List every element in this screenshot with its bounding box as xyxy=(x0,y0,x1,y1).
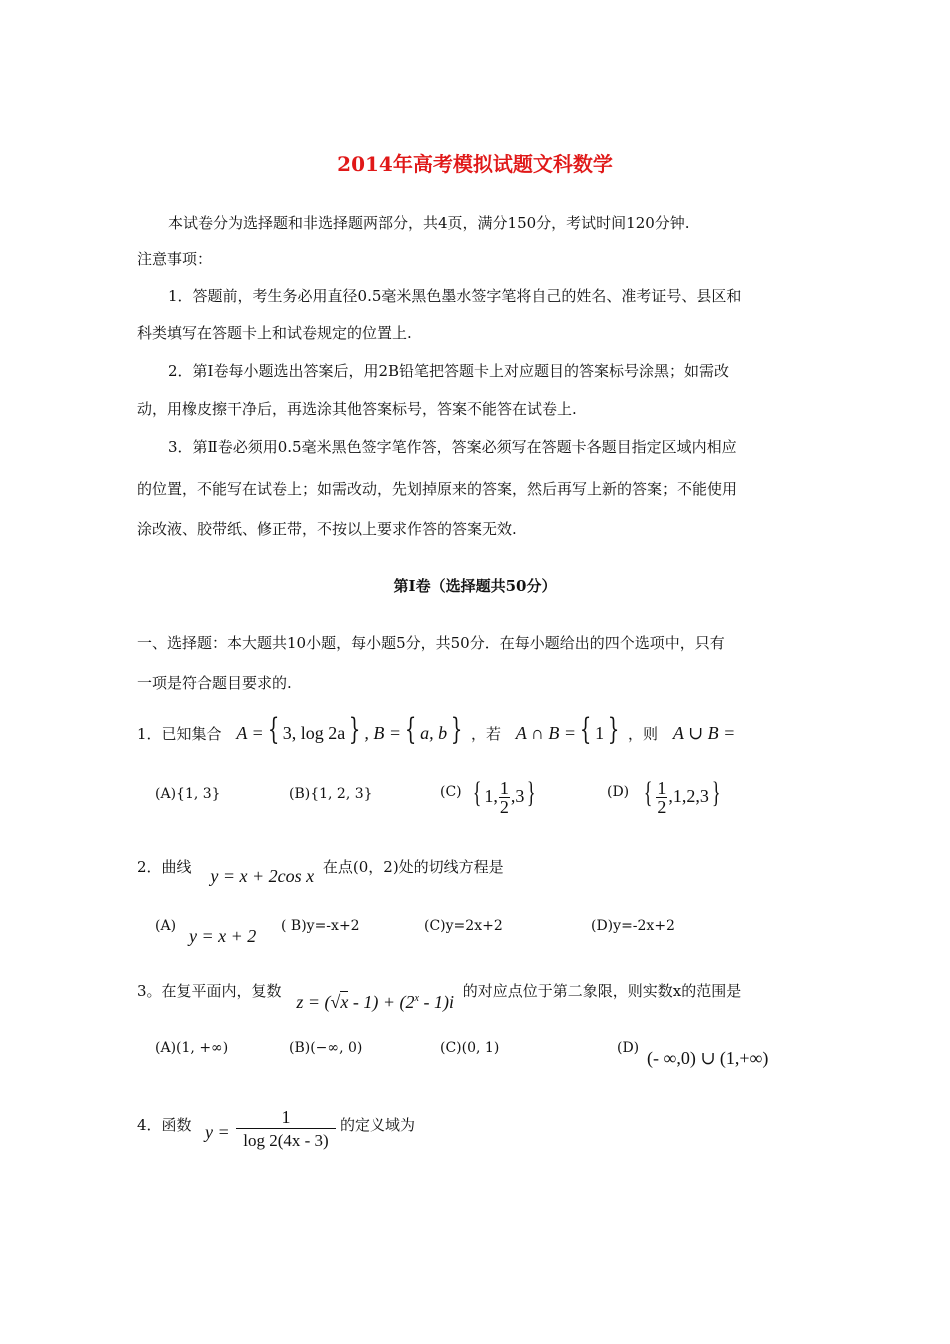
brace-close-icon: } xyxy=(450,712,463,747)
note-2-line-1: 2．第Ⅰ卷每小题选出答案后，用2B铅笔把答题卡上对应题目的答案标号涂黑；如需改 xyxy=(168,362,730,380)
question-3-formula: $z = (√x - 1) + (2^x - 1)i$ xyxy=(296,992,454,1012)
question-3-prefix: 3。在复平面内，复数 xyxy=(137,982,282,1000)
note-2-line-2: 动，用橡皮擦干净后，再选涂其他答案标号，答案不能答在试卷上. xyxy=(137,400,577,418)
brace-close-icon: } xyxy=(607,712,620,747)
ask-expression: A ∪ B = xyxy=(672,723,736,743)
condition: A ∩ B = xyxy=(515,723,577,743)
note-3-line-3: 涂改液、胶带纸、修正带，不按以上要求作答的答案无效. xyxy=(137,520,517,538)
set-b-label: , B = xyxy=(364,723,401,743)
brace-open-icon: { xyxy=(579,712,592,747)
q2-option-d: (D)y=-2x+2 xyxy=(591,918,675,934)
question-2-formula: y = x + 2cos x xyxy=(210,866,315,886)
set-b-content: a, b xyxy=(420,723,448,743)
question-4 xyxy=(137,1114,192,1135)
q3-option-c: (C)(0, 1) xyxy=(440,1040,500,1056)
then-text: ，则 xyxy=(628,725,659,743)
question-1 xyxy=(137,712,735,747)
brace-open-icon: { xyxy=(267,712,279,747)
q1-option-a: (A){1, 3} xyxy=(155,786,221,802)
fraction-denominator: log 2(4x - 3) xyxy=(243,1131,329,1150)
question-4-lhs: y = xyxy=(205,1122,230,1142)
q3-option-a: (A)(1, +∞) xyxy=(155,1040,229,1056)
q1-option-c: (C) { 1, $\frac{1}{2}$ ,3} xyxy=(440,776,536,818)
set-a-label: A = xyxy=(236,723,264,743)
q2-option-b: ( B)y=-x+2 xyxy=(281,918,360,934)
intro-text: 本试卷分为选择题和非选择题两部分，共4页，满分150分，考试时间120分钟. xyxy=(168,214,690,232)
option-d-label: (D) xyxy=(607,784,630,800)
question-4-suffix: 的定义域为 xyxy=(340,1116,416,1134)
section-intro-line-2: 一项是符合题目要求的. xyxy=(137,674,292,692)
question-4-fraction xyxy=(236,1106,336,1153)
q3-option-d: (D) (- ∞,0) ∪ (1,+∞) xyxy=(617,1040,769,1068)
q3-option-b: (B)(−∞, 0) xyxy=(289,1040,363,1056)
q1-option-d: (D) { $\frac{1}{2}$ ,1,2,3} xyxy=(607,776,721,818)
note-3-line-1: 3．第Ⅱ卷必须用0.5毫米黑色签字笔作答，答案必须写在答题卡各题目指定区域内相应 xyxy=(168,438,737,456)
option-c-label: (C) xyxy=(440,784,462,800)
q1-option-b: (B){1, 2, 3} xyxy=(289,786,373,802)
if-text: ，若 xyxy=(470,725,501,743)
brace-open-icon: { xyxy=(404,712,417,747)
q2-option-a: (A) y = x + 2 xyxy=(155,918,257,946)
note-1-line-2: 科类填写在答题卡上和试卷规定的位置上. xyxy=(137,324,412,342)
section-heading: 第Ⅰ卷（选择题共50分） xyxy=(393,577,557,595)
set-a-content: 3, log 2a xyxy=(282,723,346,743)
brace-close-icon: } xyxy=(349,712,361,747)
q2-option-c: (C)y=2x+2 xyxy=(424,918,503,934)
page-title: 2014年高考模拟试题文科数学 xyxy=(337,152,613,176)
question-1-prefix: 1．已知集合 xyxy=(137,725,222,743)
note-3-line-2: 的位置，不能写在试卷上；如需改动，先划掉原来的答案，然后再写上新的答案；不能使用 xyxy=(137,480,738,498)
fraction-numerator: 1 xyxy=(236,1106,336,1129)
notice-heading: 注意事项： xyxy=(137,250,213,268)
question-3 xyxy=(137,980,742,1012)
question-2 xyxy=(137,856,504,886)
question-4-prefix: 4．函数 xyxy=(137,1116,192,1134)
question-2-suffix: 在点(0，2)处的切线方程是 xyxy=(322,858,504,876)
condition-set: 1 xyxy=(595,723,605,743)
note-1-line-1: 1．答题前，考生务必用直径0.5毫米黑色墨水签字笔将自己的姓名、准考证号、县区和 xyxy=(168,287,742,305)
question-3-suffix: 的对应点位于第二象限，则实数x的范围是 xyxy=(462,982,742,1000)
question-2-prefix: 2．曲线 xyxy=(137,858,192,876)
section-intro-line-1: 一、选择题：本大题共10小题，每小题5分，共50分．在每小题给出的四个选项中，只有 xyxy=(137,634,725,652)
